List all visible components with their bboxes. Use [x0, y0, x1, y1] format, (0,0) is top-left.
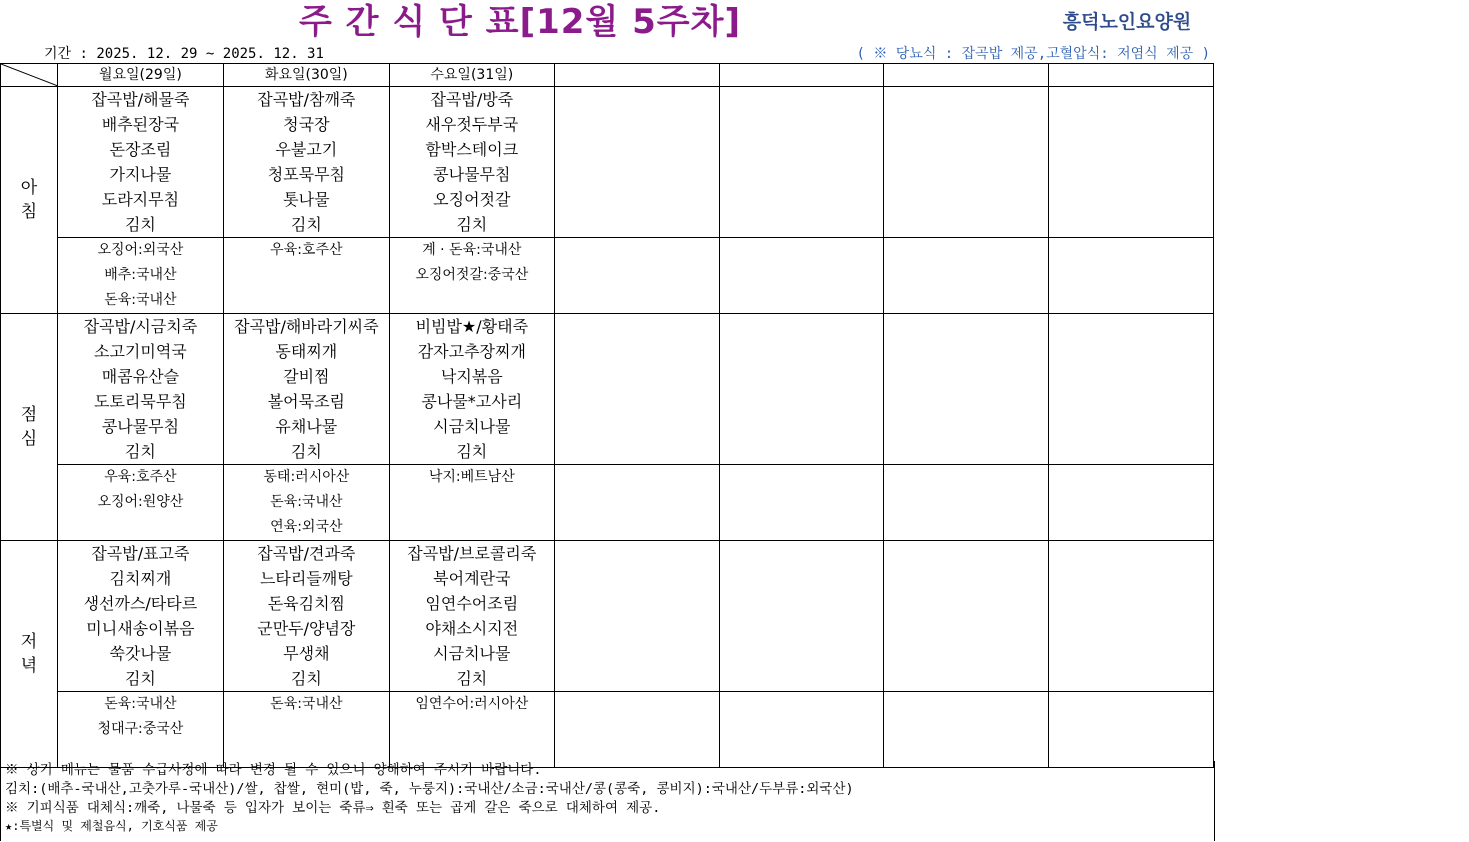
- origin-item: [720, 238, 884, 263]
- menu-item: [555, 212, 719, 237]
- origin-item: 오징어:원양산: [97, 494, 184, 510]
- day-header-empty: [719, 64, 884, 87]
- menu-item: [555, 112, 719, 137]
- menu-item: [1049, 364, 1213, 389]
- origin-item: [224, 717, 389, 742]
- menu-cell: [223, 541, 389, 692]
- menu-item: [884, 112, 1048, 137]
- menu-item: 콩나물무침: [433, 165, 511, 184]
- menu-cell: [719, 314, 884, 465]
- menu-item: 김치: [290, 669, 322, 688]
- meal-label-char: 저: [20, 632, 38, 652]
- menu-item: [720, 112, 884, 137]
- menu-cell: [223, 87, 389, 238]
- menu-item: [1049, 87, 1213, 112]
- menu-item: [884, 566, 1048, 591]
- menu-item: 청포묵무침: [267, 165, 345, 184]
- menu-item: 잡곡밥/방죽: [430, 90, 514, 109]
- menu-item: [555, 339, 719, 364]
- origin-item: [390, 717, 554, 742]
- menu-item: [884, 364, 1048, 389]
- menu-item: [555, 439, 719, 464]
- origin-item: 연육:외국산: [270, 519, 343, 535]
- origin-item: 돈육:국내산: [270, 696, 343, 712]
- menu-item: [555, 566, 719, 591]
- meal-label-char: 점: [20, 405, 38, 425]
- origin-item: 우육:호주산: [104, 469, 177, 485]
- menu-item: 임연수어조림: [425, 594, 519, 613]
- origin-item: [555, 465, 719, 490]
- menu-item: 잡곡밥/참깨죽: [257, 90, 356, 109]
- menu-item: [720, 616, 884, 641]
- origin-cell: [719, 692, 884, 768]
- menu-item: [720, 591, 884, 616]
- day-header-tue: 화요일(30일): [223, 64, 389, 87]
- diagonal-line-icon: [1, 64, 58, 86]
- menu-item: 야채소시지전: [425, 619, 519, 638]
- meal-label-char: 녁: [20, 656, 38, 676]
- origin-cell: [57, 465, 223, 541]
- menu-item: 낙지볶음: [440, 367, 503, 386]
- menu-item: [555, 187, 719, 212]
- menu-item: [720, 439, 884, 464]
- menu-item: [884, 616, 1048, 641]
- menu-item: [555, 137, 719, 162]
- origin-item: 청대구:중국산: [97, 721, 184, 737]
- meal-label-char: 아: [20, 178, 38, 198]
- menu-item: [1049, 112, 1213, 137]
- menu-item: [555, 389, 719, 414]
- menu-item: [884, 414, 1048, 439]
- origin-item: [555, 238, 719, 263]
- menu-item: [1049, 541, 1213, 566]
- dinner-label: [1, 541, 58, 768]
- menu-item: 감자고추장찌개: [417, 342, 526, 361]
- menu-item: 비빔밥★/황태죽: [415, 317, 529, 336]
- menu-item: 생선까스/타타르: [83, 594, 198, 613]
- origin-item: [1049, 490, 1213, 515]
- menu-cell: [719, 87, 884, 238]
- origin-item: [720, 263, 884, 288]
- menu-item: [555, 591, 719, 616]
- lunch-menu-row: [1, 314, 1214, 465]
- origin-item: [224, 263, 389, 288]
- menu-item: 잡곡밥/브로콜리죽: [407, 544, 537, 563]
- origin-item: [1049, 238, 1213, 263]
- origin-item: [390, 490, 554, 515]
- menu-item: 쑥갓나물: [109, 644, 172, 663]
- menu-item: 오징어젓갈: [433, 190, 511, 209]
- diet-note: ( ※ 당뇨식 : 잡곡밥 제공,고혈압식: 저염식 제공 ): [856, 46, 1210, 62]
- origin-item: [1049, 465, 1213, 490]
- day-header-row: [1, 64, 1214, 87]
- origin-item: [555, 288, 719, 313]
- menu-item: 콩나물무침: [101, 417, 180, 436]
- origin-cell: [223, 692, 389, 768]
- menu-item: 무생채: [283, 644, 330, 663]
- menu-item: 콩나물*고사리: [421, 392, 523, 411]
- day-header-empty: [1049, 64, 1214, 87]
- origin-item: 동태:러시아산: [263, 469, 350, 485]
- origin-cell: [223, 238, 389, 314]
- menu-item: [1049, 666, 1213, 691]
- menu-item: [555, 162, 719, 187]
- menu-item: 북어계란국: [433, 569, 511, 588]
- menu-item: [555, 87, 719, 112]
- origin-item: [884, 717, 1048, 742]
- menu-item: [884, 541, 1048, 566]
- origin-item: [884, 263, 1048, 288]
- menu-item: [1049, 616, 1213, 641]
- origin-cell: [719, 465, 884, 541]
- weekly-menu-table: [0, 63, 1214, 768]
- origin-cell: [389, 238, 554, 314]
- menu-item: 김치: [456, 669, 488, 688]
- dinner-origin-row: [1, 692, 1214, 768]
- origin-item: [884, 692, 1048, 717]
- origin-cell: [554, 692, 719, 768]
- menu-item: 김치: [456, 215, 488, 234]
- menu-item: 김치: [290, 215, 322, 234]
- origin-item: [720, 288, 884, 313]
- breakfast-menu-row: [1, 87, 1214, 238]
- menu-item: 시금치나물: [433, 644, 511, 663]
- menu-item: 잡곡밥/해바라기씨죽: [234, 317, 379, 336]
- menu-item: 김치: [456, 442, 488, 461]
- menu-item: [555, 541, 719, 566]
- origin-cell: [884, 465, 1049, 541]
- menu-item: 시금치나물: [433, 417, 511, 436]
- day-header-mon: 월요일(29일): [57, 64, 223, 87]
- origin-item: 돈육:국내산: [270, 494, 343, 510]
- menu-item: [555, 666, 719, 691]
- menu-item: [720, 137, 884, 162]
- menu-item: 함박스테이크: [425, 140, 519, 159]
- origin-cell: [884, 692, 1049, 768]
- menu-item: [1049, 187, 1213, 212]
- origin-item: [1049, 288, 1213, 313]
- origin-item: 돈육:국내산: [104, 696, 177, 712]
- organization-name: 흥덕노인요양원: [1062, 11, 1192, 33]
- menu-item: 잡곡밥/표고죽: [91, 544, 190, 563]
- origin-item: 오징어젓갈:중국산: [415, 267, 529, 283]
- menu-cell: [884, 541, 1049, 692]
- origin-item: 오징어:외국산: [97, 242, 184, 258]
- menu-cell: [57, 314, 223, 465]
- menu-item: [884, 666, 1048, 691]
- menu-item: [720, 339, 884, 364]
- menu-item: [884, 339, 1048, 364]
- menu-cell: [719, 541, 884, 692]
- origin-item: [884, 288, 1048, 313]
- page-title: 주 간 식 단 표[12월 5주차]: [299, 2, 741, 42]
- menu-item: 잡곡밥/시금치죽: [83, 317, 198, 336]
- origin-item: 우육:호주산: [270, 242, 343, 258]
- origin-cell: [1049, 692, 1214, 768]
- origin-item: [555, 263, 719, 288]
- breakfast-origin-row: [1, 238, 1214, 314]
- origin-item: [1049, 515, 1213, 540]
- menu-cell: [57, 87, 223, 238]
- menu-item: [884, 314, 1048, 339]
- meal-label-char: 침: [20, 202, 38, 222]
- day-header-empty: [884, 64, 1049, 87]
- origin-item: [58, 515, 223, 540]
- origin-item: [555, 692, 719, 717]
- origin-item: [720, 490, 884, 515]
- menu-cell: [1049, 541, 1214, 692]
- menu-item: 배추된장국: [101, 115, 180, 134]
- footer-note-origin: 김치:(배추-국내산,고춧가루-국내산)/쌀, 찹쌀, 현미(밥, 죽, 누룽지):국내산/소금:국내산/콩(콩죽, 콩비지):국내산/두부류:외국산): [5, 781, 854, 797]
- menu-item: [720, 187, 884, 212]
- menu-cell: [389, 541, 554, 692]
- menu-cell: [389, 314, 554, 465]
- origin-cell: [223, 465, 389, 541]
- menu-cell: [554, 87, 719, 238]
- menu-cell: [389, 87, 554, 238]
- menu-item: [1049, 389, 1213, 414]
- origin-cell: [57, 692, 223, 768]
- lunch-origin-row: [1, 465, 1214, 541]
- origin-item: 낙지:베트남산: [428, 469, 515, 485]
- menu-item: 잡곡밥/견과죽: [257, 544, 356, 563]
- menu-item: [555, 314, 719, 339]
- origin-item: [720, 465, 884, 490]
- period-text: 기간 : 2025. 12. 29 ~ 2025. 12. 31: [44, 46, 324, 62]
- origin-cell: [554, 465, 719, 541]
- menu-item: 돈육김치찜: [267, 594, 345, 613]
- menu-item: [720, 641, 884, 666]
- menu-item: [1049, 339, 1213, 364]
- menu-item: [720, 566, 884, 591]
- menu-item: 김치: [124, 215, 156, 234]
- meal-label-char: 심: [20, 429, 38, 449]
- origin-cell: [884, 238, 1049, 314]
- origin-item: 배추:국내산: [104, 267, 177, 283]
- origin-item: [1049, 263, 1213, 288]
- menu-item: 김치: [290, 442, 322, 461]
- menu-item: [720, 414, 884, 439]
- menu-cell: [1049, 314, 1214, 465]
- origin-item: [884, 490, 1048, 515]
- menu-cell: [884, 87, 1049, 238]
- origin-item: [555, 717, 719, 742]
- day-header-wed: 수요일(31일): [389, 64, 554, 87]
- menu-item: 느타리들깨탕: [259, 569, 353, 588]
- origin-cell: [389, 465, 554, 541]
- menu-item: 우불고기: [275, 140, 338, 159]
- footer-notes: [0, 761, 1215, 841]
- origin-item: [884, 465, 1048, 490]
- footer-note-legend: ★:특별식 및 제철음식, 기호식품 제공: [5, 819, 218, 833]
- lunch-label: [1, 314, 58, 541]
- menu-cell: [554, 314, 719, 465]
- menu-item: 소고기미역국: [94, 342, 187, 361]
- menu-item: [1049, 566, 1213, 591]
- menu-item: 도토리묵무침: [94, 392, 187, 411]
- dinner-menu-row: [1, 541, 1214, 692]
- menu-cell: [554, 541, 719, 692]
- menu-item: 가지나물: [109, 165, 172, 184]
- menu-item: [720, 541, 884, 566]
- menu-body: [1, 87, 1214, 768]
- menu-item: [555, 616, 719, 641]
- origin-cell: [57, 238, 223, 314]
- menu-item: [1049, 212, 1213, 237]
- menu-item: [720, 212, 884, 237]
- origin-cell: [719, 238, 884, 314]
- breakfast-label: [1, 87, 58, 314]
- origin-item: [555, 490, 719, 515]
- menu-cell: [884, 314, 1049, 465]
- menu-item: 미니새송이볶음: [86, 619, 195, 638]
- menu-item: [720, 364, 884, 389]
- menu-item: 유채나물: [275, 417, 338, 436]
- menu-item: 김치찌개: [109, 569, 172, 588]
- menu-item: [1049, 591, 1213, 616]
- menu-item: 도라지무침: [101, 190, 180, 209]
- menu-item: [720, 87, 884, 112]
- origin-item: [884, 515, 1048, 540]
- origin-cell: [389, 692, 554, 768]
- menu-cell: [1049, 87, 1214, 238]
- menu-item: [884, 591, 1048, 616]
- menu-item: 갈비찜: [283, 367, 330, 386]
- corner-cell: [1, 64, 58, 87]
- menu-cell: [57, 541, 223, 692]
- menu-item: 동태찌개: [275, 342, 338, 361]
- menu-item: 김치: [124, 669, 156, 688]
- menu-item: [720, 389, 884, 414]
- menu-item: [884, 641, 1048, 666]
- origin-item: 계 · 돈육:국내산: [422, 242, 522, 258]
- origin-item: [390, 515, 554, 540]
- menu-item: [884, 187, 1048, 212]
- menu-item: [884, 212, 1048, 237]
- menu-item: [1049, 641, 1213, 666]
- menu-item: 군만두/양념장: [257, 619, 356, 638]
- menu-item: 김치: [124, 442, 156, 461]
- menu-item: 돈장조림: [109, 140, 172, 159]
- origin-cell: [1049, 238, 1214, 314]
- menu-item: 잡곡밥/해물죽: [91, 90, 190, 109]
- origin-item: [1049, 692, 1213, 717]
- menu-item: [720, 666, 884, 691]
- menu-item: 새우젓두부국: [425, 115, 519, 134]
- menu-item: [884, 439, 1048, 464]
- menu-item: [1049, 162, 1213, 187]
- origin-item: 임연수어:러시아산: [415, 696, 529, 712]
- menu-item: [1049, 314, 1213, 339]
- menu-item: 청국장: [283, 115, 330, 134]
- menu-item: [1049, 439, 1213, 464]
- origin-item: [720, 692, 884, 717]
- menu-item: 매콤유산슬: [101, 367, 180, 386]
- menu-item: [720, 314, 884, 339]
- origin-item: [555, 515, 719, 540]
- origin-cell: [554, 238, 719, 314]
- origin-item: [720, 717, 884, 742]
- origin-item: [1049, 717, 1213, 742]
- footer-note-change: ※ 상기 메뉴는 물품 수급사정에 따라 변경 될 수 있으니 양해하여 주시기 바랍니다.: [5, 762, 542, 778]
- origin-cell: [1049, 465, 1214, 541]
- menu-item: [720, 162, 884, 187]
- origin-item: [720, 515, 884, 540]
- menu-item: [1049, 137, 1213, 162]
- menu-item: [884, 162, 1048, 187]
- menu-item: [884, 137, 1048, 162]
- menu-item: 볼어묵조림: [267, 392, 345, 411]
- menu-item: 톳나물: [283, 190, 330, 209]
- footer-note-substitute: ※ 기피식품 대체식:깨죽, 나물죽 등 입자가 보이는 죽류⇒ 흰죽 또는 곱게 갈은 죽으로 대체하여 제공.: [5, 800, 661, 816]
- day-header-empty: [554, 64, 719, 87]
- menu-item: [555, 641, 719, 666]
- menu-cell: [223, 314, 389, 465]
- origin-item: [884, 238, 1048, 263]
- origin-item: [224, 288, 389, 313]
- menu-item: [884, 87, 1048, 112]
- menu-item: [884, 389, 1048, 414]
- menu-item: [555, 364, 719, 389]
- origin-item: [390, 288, 554, 313]
- origin-item: 돈육:국내산: [104, 292, 177, 308]
- menu-item: [555, 414, 719, 439]
- menu-item: [1049, 414, 1213, 439]
